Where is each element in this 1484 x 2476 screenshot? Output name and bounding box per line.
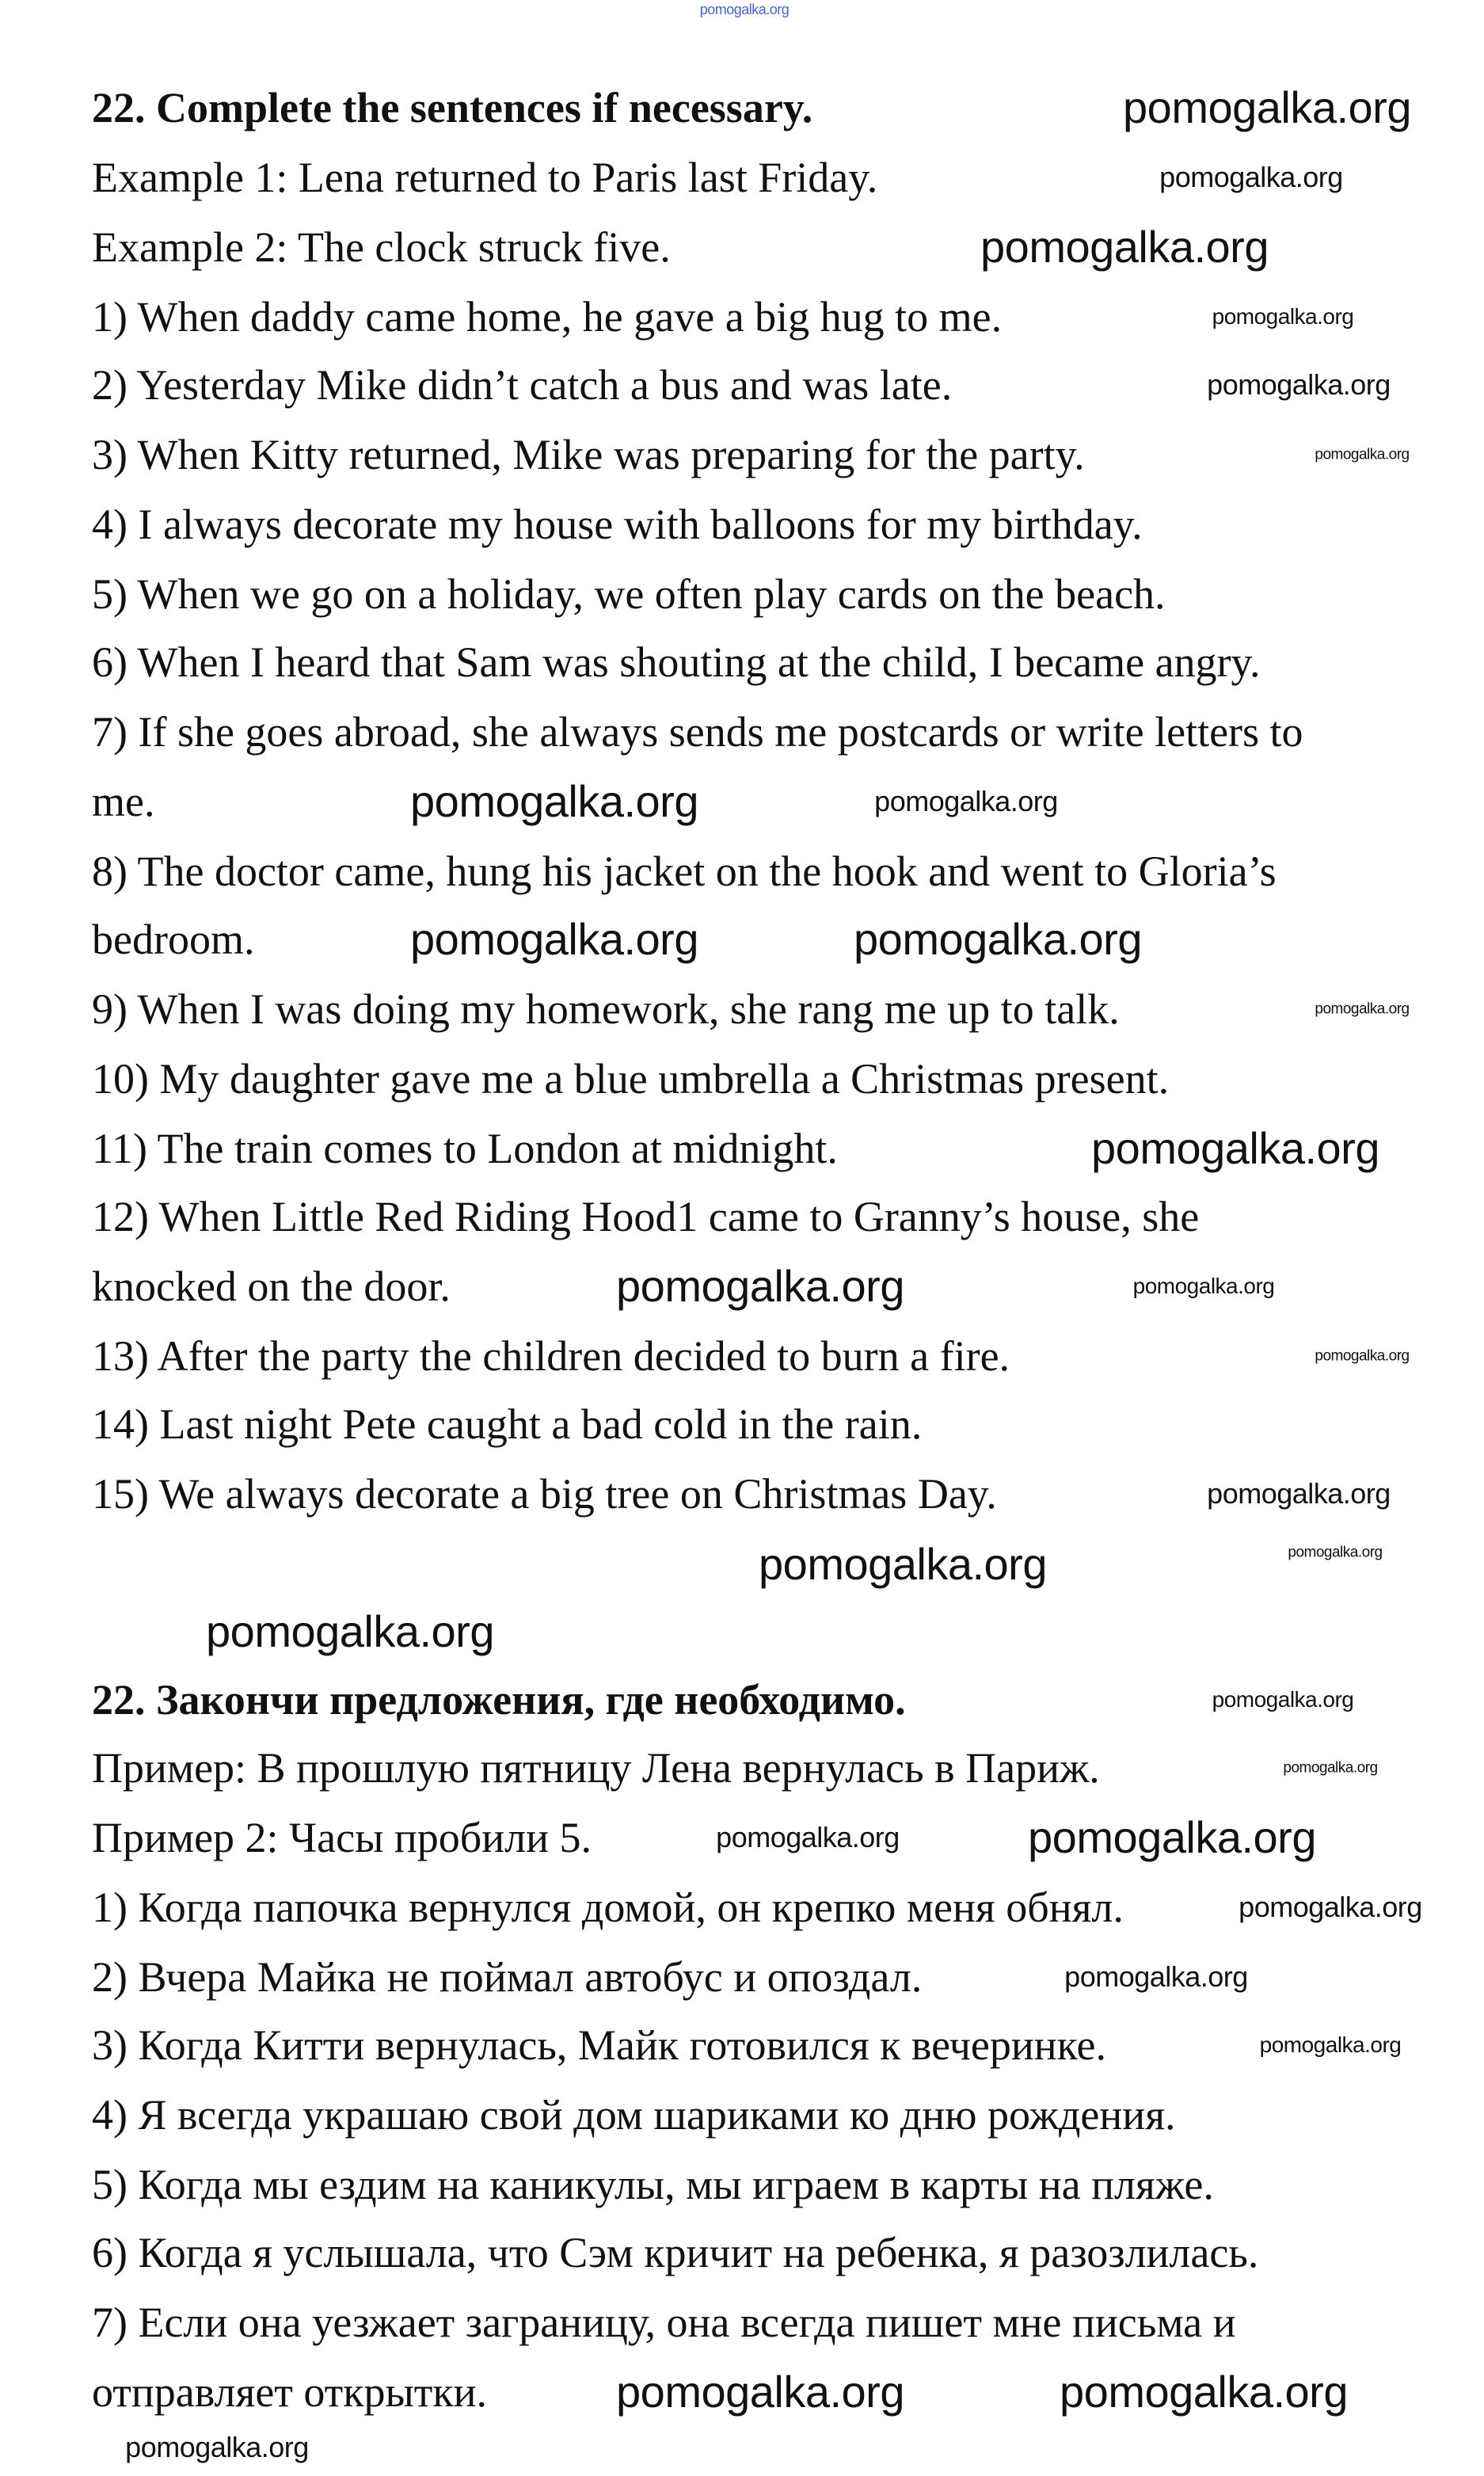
russian-sentence: отправляет открытки. (92, 2368, 488, 2416)
english-sentence: 14) Last night Pete caught a bad cold in the rain. (92, 1400, 923, 1448)
watermark: pomogalka.org (1239, 1891, 1422, 1923)
watermark: pomogalka.org (716, 1821, 900, 1853)
watermark: pomogalka.org (1212, 304, 1354, 329)
watermark: pomogalka.org (1159, 161, 1343, 193)
english-sentence: 6) When I heard that Sam was shouting at the child, I became angry. (92, 638, 1261, 686)
watermark: pomogalka.org (1132, 1274, 1275, 1298)
watermark: pomogalka.org (1283, 1759, 1378, 1777)
english-sentence: 2) Yesterday Mike didn’t catch a bus and was late. (92, 361, 953, 409)
russian-sentence: 7) Если она уезжает заграницу, она всегда пишет мне письма и (92, 2299, 1236, 2346)
watermark: pomogalka.org (1207, 1477, 1391, 1510)
russian-sentence: Пример 2: Часы пробили 5. (92, 1814, 592, 1861)
english-sentence: 11) The train comes to London at midnight. (92, 1125, 838, 1172)
russian-exercise-title: 22. Закончи предложения, где необходимо. (92, 1676, 906, 1724)
russian-sentence: 5) Когда мы ездим на каникулы, мы играем в карты на пляже. (92, 2161, 1214, 2208)
watermark: pomogalka.org (1259, 2032, 1402, 2057)
watermark: pomogalka.org (206, 1606, 494, 1656)
watermark: pomogalka.org (1207, 368, 1391, 401)
english-sentence: 5) When we go on a holiday, we often play cards on the beach. (92, 570, 1166, 618)
watermark: pomogalka.org (410, 776, 698, 826)
english-sentence: bedroom. (92, 916, 255, 963)
watermark: pomogalka.org (125, 2431, 309, 2463)
english-sentence: 3) When Kitty returned, Mike was preparing for the party. (92, 431, 1085, 478)
russian-sentence: 4) Я всегда украшаю свой дом шариками ко дню рождения. (92, 2091, 1176, 2139)
watermark: pomogalka.org (854, 914, 1142, 964)
english-sentence: 4) I always decorate my house with balloons for my birthday. (92, 501, 1143, 548)
watermark: pomogalka.org (410, 914, 698, 964)
english-sentence: Example 2: The clock struck five. (92, 223, 671, 271)
english-sentence: 9) When I was doing my homework, she rang me up to talk. (92, 985, 1120, 1033)
english-sentence: 13) After the party the children decided to burn a fire. (92, 1332, 1010, 1380)
watermark: pomogalka.org (616, 1261, 904, 1311)
watermark: pomogalka.org (759, 1539, 1047, 1589)
russian-sentence: Пример: В прошлую пятницу Лена вернулась в Париж. (92, 1744, 1100, 1792)
watermark: pomogalka.org (1123, 82, 1411, 132)
watermark: pomogalka.org (1060, 2367, 1348, 2417)
english-sentence: 15) We always decorate a big tree on Christmas Day. (92, 1470, 997, 1518)
english-sentence: Example 1: Lena returned to Paris last Friday. (92, 154, 878, 201)
russian-sentence: 2) Вчера Майка не поймал автобус и опоздал. (92, 1953, 923, 2001)
english-exercise-title: 22. Complete the sentences if necessary. (92, 84, 813, 131)
russian-sentence: 3) Когда Китти вернулась, Майк готовился к вечеринке. (92, 2021, 1106, 2069)
english-sentence: 8) The doctor came, hung his jacket on the hook and went to Gloria’s (92, 848, 1277, 895)
watermark: pomogalka.org (699, 2, 790, 17)
russian-sentence: 1) Когда папочка вернулся домой, он крепко меня обнял. (92, 1884, 1124, 1931)
watermark: pomogalka.org (1315, 1347, 1410, 1365)
watermark: pomogalka.org (1288, 1544, 1383, 1561)
watermark: pomogalka.org (874, 785, 1058, 817)
watermark: pomogalka.org (616, 2367, 904, 2417)
english-sentence: me. (92, 778, 155, 825)
english-sentence: knocked on the door. (92, 1263, 451, 1310)
russian-sentence: 6) Когда я услышала, что Сэм кричит на ребенка, я разозлилась. (92, 2229, 1259, 2276)
watermark: pomogalka.org (1091, 1123, 1379, 1173)
english-sentence: 7) If she goes abroad, she always sends me postcards or write letters to (92, 708, 1303, 756)
english-sentence: 1) When daddy came home, he gave a big hug to me. (92, 293, 1003, 341)
watermark: pomogalka.org (980, 222, 1269, 272)
watermark: pomogalka.org (1028, 1812, 1316, 1862)
watermark: pomogalka.org (1315, 446, 1410, 463)
watermark: pomogalka.org (1315, 1000, 1410, 1018)
watermark: pomogalka.org (1064, 1960, 1248, 1993)
english-sentence: 12) When Little Red Riding Hood1 came to Granny’s house, she (92, 1193, 1200, 1240)
english-sentence: 10) My daughter gave me a blue umbrella a Christmas present. (92, 1055, 1170, 1103)
watermark: pomogalka.org (1212, 1687, 1354, 1712)
